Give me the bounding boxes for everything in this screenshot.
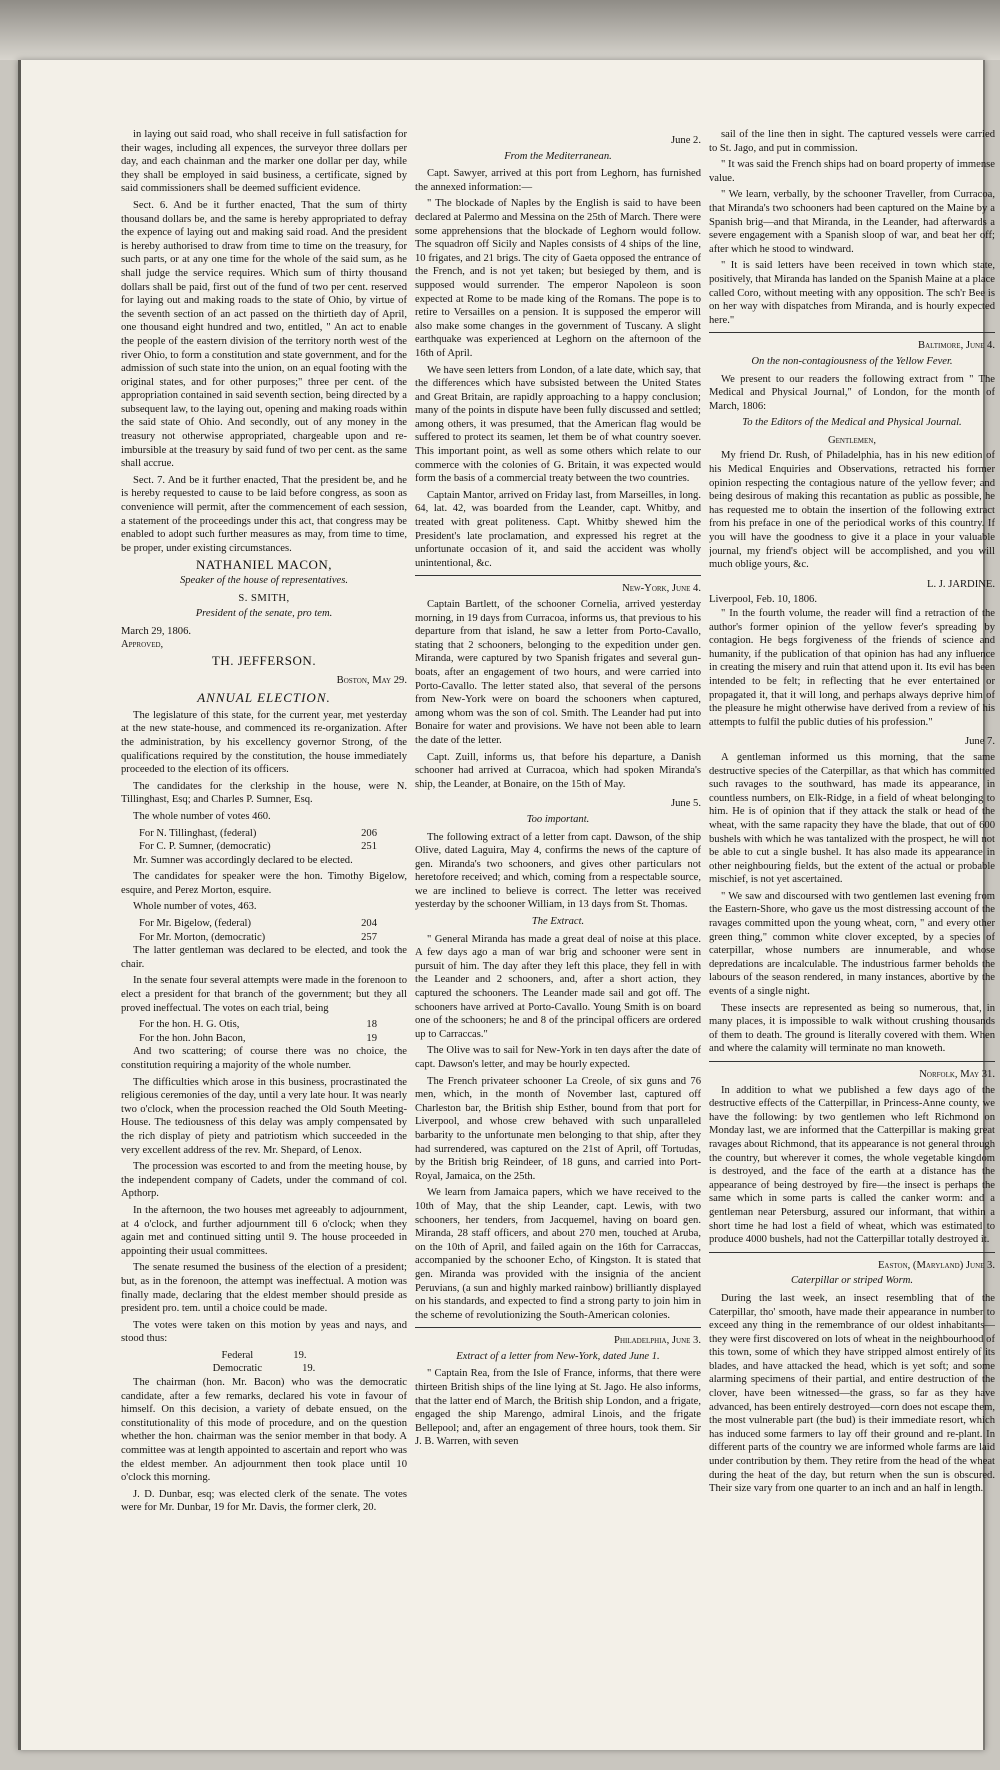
newspaper-page xyxy=(18,60,995,1750)
dateline-philadelphia: Philadelphia, June 3. xyxy=(614,1335,701,1347)
paragraph: Captain Mantor, arrived on Friday last, from Marseilles, in long. 64, lat. 42, was boarded from the Leander, capt. Whitby, and treated with great politeness. Capt. Whitby shewed him the President's late proclamation, and expressed his regret at the unfortunate occasion of it, and said the accident was wholly unintentional, &c. xyxy=(415,489,701,569)
article-heading: Too important. xyxy=(526,813,590,825)
dateline: June 7. xyxy=(964,736,995,748)
paragraph: The French privateer schooner La Creole, of six guns and 76 men, which, in the month of November last, captured off Charleston bar, the British ship Esther, bound from that port for Liverpool, and whose crew behaved with such unparalleled barbarity to the unfortunate men belonging to that ship, after they had surrendered, was captured on the 21st of April, off Tortudas, by the British brig Reindeer, of 18 guns, and carried into Port-Royal, Jamaica, on the 25th. xyxy=(415,1075,701,1182)
paragraph: Whole number of votes, 463. xyxy=(133,901,257,913)
vote-name: For Mr. Bigelow, (federal) xyxy=(139,918,251,930)
scan-background-top xyxy=(0,0,1000,60)
vote-row xyxy=(121,1349,407,1363)
vote-count: 206 xyxy=(361,827,377,839)
paragraph: In the senate four several attempts were made in the forenoon to elect a president for that branch of the government; but they all proved ineffectual. The votes on each trial, being xyxy=(121,975,407,1014)
paragraph: Sect. 7. And be it further enacted, That the president be, and he is hereby requested to cause to be laid before congress, as soon as convenience will permit, after the commencement of each session, a statement of the proceedings under this act, that congress may be enabled to adopt such further measures as may, from time to time, be proper, under existing circumstances. xyxy=(121,474,407,554)
vote-count: 251 xyxy=(361,841,377,853)
vote-row xyxy=(121,931,407,945)
vote-count: 204 xyxy=(361,918,377,930)
vote-row xyxy=(121,1362,407,1376)
divider xyxy=(709,332,995,333)
divider xyxy=(415,1327,701,1328)
paragraph: The candidates for the clerkship in the house, were N. Tillinghast, Esq; and Charles P. Sumner, Esq. xyxy=(121,780,407,806)
paragraph: sail of the line then in sight. The captured vessels were carried to St. Jago, and put in commission. xyxy=(709,129,995,154)
paragraph: Sect. 6. And be it further enacted, That the sum of thirty thousand dollars be, and the same is hereby appropriated to defray the expence of laying out and making said road. And the president is hereby authorised to draw from time to time on the treasury, for such parts, or at any one time for the whole of the said sum, as he shall judge the service requires. Which sum of thirty thousand dollars shall be paid, first out of the fund of two per cent. reserved for laying out and making roads to the state of Ohio, by virtue of the seventh section of an act passed on the thirtieth day of April, one thousand eight hundred and two, entitled, " An act to enable the people of the eastern division of the territory north west of the river Ohio, to form a constitution and state government, and for the admission of such state into the union, on an equal footing with the original states, and for other purposes;" three per cent. of the appropriation contained in said seventh section, being directed by a subsequent law, to the laying out, opening and making roads within the said state of Ohio. And secondly, out of any money in the treasury not otherwise appropriated, chargeable upon and re-imbursible at the treasury by said fund of two per cent. as the same shall accrue. xyxy=(121,199,407,470)
paragraph: We have seen letters from London, of a late date, which say, that the differences which have subsisted between the United States and Great Britain, are rapidly approaching to a happy conclusion; many of the points in dispute have been fully discussed and settled; among others, it was presumed, that the American flag would be suffered to protect its seamen, let them be of what country soever. This important point, as well as some others which relate to our commerce with the colonies of G. Britain, it was expected would form the basis of a commercial treaty between the two countries. xyxy=(415,364,701,485)
article-heading: Extract of a letter from New-York, dated June 1. xyxy=(456,1350,660,1362)
article-heading: Caterpillar or striped Worm. xyxy=(790,1275,914,1287)
paragraph: Capt. Sawyer, arrived at this port from Leghorn, has furnished the annexed information:— xyxy=(415,168,701,193)
divider xyxy=(709,1252,995,1253)
column-2 xyxy=(415,128,701,1728)
vote-name: For the hon. H. G. Otis, xyxy=(139,1019,240,1031)
dateline-boston: Boston, May 29. xyxy=(336,674,407,686)
approved-label: Approved, xyxy=(121,639,164,651)
letter-date: Liverpool, Feb. 10, 1806. xyxy=(709,594,817,606)
paragraph: " In the fourth volume, the reader will find a retraction of the author's former opinion of the yellow fever's spreading by contagion. He begs forgiveness of the friends of science and humanity, if the publication of that opinion has had any influence in creating the misery and ruin that attend upon it. Its evil has been intended to be felt; in reflecting that he ever entertained or propagated it, that it will long, and perhaps always deprive him of the pleasure he might otherwise have derived from a review of his attempts to fulfil the public duties of his profession." xyxy=(709,608,995,728)
paragraph: We present to our readers the following extract from " The Medical and Physical Journal," of London, for the month of March, 1806: xyxy=(709,373,995,412)
paragraph: And two scattering; of course there was no choice, the constitution requiring a majority of the whole number. xyxy=(121,1046,407,1071)
vote-count: 257 xyxy=(361,931,377,943)
dateline-baltimore: Baltimore, June 4. xyxy=(918,340,995,352)
paragraph: The senate resumed the business of the election of a president; but, as in the forenoon, the attempt was ineffectual. A motion was finally made, declaring that the eldest member should preside as president pro. tem. until a choice could be made. xyxy=(121,1262,407,1315)
vote-count: 19. xyxy=(302,1363,316,1375)
paragraph: The Olive was to sail for New-York in ten days after the date of capt. Dawson's letter, and may be hourly expected. xyxy=(415,1045,701,1070)
signature-macon: NATHANIEL MACON, xyxy=(195,557,333,573)
vote-row xyxy=(121,827,407,841)
paragraph: " General Miranda has made a great deal of noise at this place. A few days ago a man of war brig and schooner were sent in pursuit of him. The day after they left this place, they fell in with the Leander and 2 schooners, and, after a short action, they captured the schooners. The Leander made sail and got off. The schooners have arrived at Porto-Cavallo. Young Smith is on board one of the schooners; he and 8 of the principal officers are ordered up to Carraccas." xyxy=(415,933,701,1040)
paragraph: The following extract of a letter from capt. Dawson, of the ship Olive, dated Laguira, May 4, confirms the news of the capture of gen. Miranda's two schooners, and gives other particulars not heretofore received; and which, coming from a respectable source, we are inclined to believe is correct. The letter was received yesterday by the schooner William, in 13 days from St. Thomas. xyxy=(415,831,701,911)
paragraph: Captain Bartlett, of the schooner Cornelia, arrived yesterday morning, in 19 days from Curracoa, informs us, that previous to his departure from that island, he saw a letter from Porto-Cavallo, stating that 2 schooners, belonging to the expedition under gen. Miranda, were captured by two Spanish frigates and several gun-boats, after an engagement of two hours, and were carried into Porto-Cavallo. The letter stated also, that several of the persons from New-York were on board the schooners when captured, among whom was the son of col. Smith. The Leander had put into Bonaire for water and provisions. We have not been able to learn the date of the letter. xyxy=(415,599,701,746)
vote-name: Federal xyxy=(221,1349,254,1361)
dateline-norfolk: Norfolk, May 31. xyxy=(919,1069,995,1080)
paragraph: " It is said letters have been received in town which state, positively, that Miranda has landed on the Spanish Maine at a place called Coro, without meeting with any opposition. The sch'r Bee is on her way with dispatches from Miranda, and is hourly expected here." xyxy=(709,260,995,326)
column-1 xyxy=(121,128,407,1728)
paragraph: These insects are represented as being so numerous, that, in many places, it is impossible to walk without crushing thousands of them to death. The ground is literally covered with them. When and where the calamity will terminate no man knoweth. xyxy=(709,1002,995,1055)
paragraph: We learn from Jamaica papers, which we have received to the 10th of May, that the ship Leander, capt. Lewis, with two schooners, her tenders, from Jacquemel, having on board gen. Miranda, 28 staff officers, and about 270 men, touched at Aruba, on the 10th of April, and failed again on the 16th for Carraccas, accompanied by the schooner Echo, of Kingston. It is stated that gen. Miranda was provided with the insignia of the ancient Peruvians, (a sun and highly marked rainbow) brilliantly displayed on his standards, and expected to find a strong party to join him in the scheme of revolutionizing the South-American colonies. xyxy=(415,1187,701,1321)
paragraph: In the afternoon, the two houses met agreeably to adjournment, at 4 o'clock, and further adjournment till 6 o'clock; when they again met and continued sitting until 9. The house proceeded in appointing their usual committees. xyxy=(121,1204,407,1257)
paragraph: The legislature of this state, for the current year, met yesterday at the new state-house, and commenced its re-organization. After the administration, by his excellency governor Strong, of the qualifications required by the constitution, the house immediately proceeded to the election of its officers. xyxy=(121,709,407,776)
paragraph: The whole number of votes 460. xyxy=(133,810,271,822)
paragraph: The difficulties which arose in this business, procrastinated the religious ceremonies of the day, until a very late hour. It was nearly two o'clock, when the procession reached the Old South Meeting-House. The tediousness of this delay was amply compensated by the rich display of piety and patriotism which succeeded in the very excellent address of the rev. Mr. Shepard, of Lenox. xyxy=(121,1076,407,1156)
divider xyxy=(415,575,701,576)
paragraph: in laying out said road, who shall receive in full satisfaction for their wages, including all expences, the surveyor three dollars per day, and each chainman and the marker one dollar per day, while they shall be employed in said business, a certificate, signed by said commissioners shall be deemed sufficient evidence. xyxy=(121,129,407,195)
signature-title: President of the senate, pro tem. xyxy=(195,608,333,620)
dateline-easton: Easton, (Maryland) June 3. xyxy=(877,1259,995,1271)
paragraph: " The blockade of Naples by the English is said to have been declared at Palermo and Messina on the 25th of March. There were some apprehensions that the blockade of Leghorn would follow. The squadron off Sicily and Naples consists of 4 ships of the line, 10 frigates, and 21 brigs. The city of Gaeta opposed the entrance of the French, and is not yet taken; but besieged by them, and is supposed would surrender. The emperor Napoleon is soon expected at Rome to be made king of the Romans. The pope is to retire to Versailles on a pension. It is supposed the emperor will also make some changes in the government of Tuscany. A slight earthquake was experienced at Leghorn on the afternoon of the 16th of April. xyxy=(415,198,701,359)
article-heading: On the non-contagiousness of the Yellow Fever. xyxy=(751,355,953,367)
article-heading: To the Editors of the Medical and Physical Journal. xyxy=(742,417,962,429)
paragraph: " We learn, verbally, by the schooner Traveller, from Curracoa, that Miranda's two schooners had been captured on the Maine by a Spanish brig—and that Miranda, in the Leander, had afterwards a severe engagement with a Spanish sloop of war, and beat her off; after which he stood to windward. xyxy=(709,189,995,255)
vote-count: 19. xyxy=(293,1349,307,1361)
vote-row xyxy=(121,840,407,854)
vote-name: For the hon. John Bacon, xyxy=(139,1032,246,1044)
act-date: March 29, 1806. xyxy=(121,625,192,637)
paragraph: The chairman (hon. Mr. Bacon) who was the democratic candidate, after a few remarks, declared his vote in favour of himself. On this decision, a variety of debate ensued, on the constitutionality of this mode of procedure, and on the question whether the hon. chairman was the senior member in that body. A committee was at length appointed to ascertain and report who was the eldest member. An adjournment then took place until 10 o'clock this morning. xyxy=(121,1377,407,1484)
paragraph: The procession was escorted to and from the meeting house, by the independent company of Cadets, under the command of col. Apthorp. xyxy=(121,1161,407,1200)
paragraph: During the last week, an insect resembling that of the Caterpillar, tho' smooth, have made their appearance in number to exceed any thing in the remembrance of our oldest inhabitants—they were first discovered on lots of wheat in the neighbourhood of this town, some of which they have stripped almost entirely of its blades, and have attacked the head, which is yet soft; and some alarming specimens of their partial, and entire destruction of the clover, have been witnessed—the grass, so far as they have advanced, has been entirely destroyed—corn does not escape them, the most vulnerable part (the bud) is their immediate resort, which has induced some farmers to lay off their ground and re-plant. In different parts of the country we are informed whole farms are laid under contribution by them. They retire from the head of the wheat during the heat of the day, but return when the sun is obscured. Their size vary from one quarter to an inch and an half in length. xyxy=(709,1292,995,1495)
vote-row xyxy=(121,917,407,931)
vote-name: For N. Tillinghast, (federal) xyxy=(139,827,257,839)
vote-row xyxy=(121,1018,407,1032)
divider xyxy=(709,1061,995,1062)
signature-jardine: L. J. JARDINE. xyxy=(927,578,995,590)
paragraph: My friend Dr. Rush, of Philadelphia, has in his new edition of his Medical Enquiries and Observations, retracted his former opinion respecting the contagious nature of the yellow fever; and being desirous of making this recantation as public as possible, he has requested me to obtain the insertion of the following extract from his preface in one of the periodical works of this country. If you will have the goodness to give it a place in your valuable journal, my friend's object will be accomplished, and you will much oblige yours, &c. xyxy=(709,450,995,571)
paragraph: " It was said the French ships had on board property of immense value. xyxy=(709,159,995,184)
article-heading: The Extract. xyxy=(531,916,585,928)
column-3 xyxy=(709,128,995,1728)
signature-jefferson: TH. JEFFERSON. xyxy=(211,652,317,668)
paragraph: Capt. Zuill, informs us, that before his departure, a Danish schooner had arrived at Curracoa, which had spoken Miranda's ship, the Leander, at Bonaire, on the 15th of May. xyxy=(415,751,701,790)
paragraph: The candidates for speaker were the hon. Timothy Bigelow, esquire, and Perez Morton, esquire. xyxy=(121,871,407,896)
paragraph: " Captain Rea, from the Isle of France, informs, that there were thirteen British ships of the line lying at St. Jago. He also informs, that the latter end of March, the British ship London, and a frigate, engaged the ship Marengo, admiral Linois, and the frigate Bellepool; and, after an engagement of three hours, took them. Sir J. B. Warren, with seven xyxy=(415,1368,701,1448)
dateline: June 5. xyxy=(670,798,701,810)
paragraph: A gentleman informed us this morning, that the same destructive species of the Caterpillar, as that which has committed such ravages to the southward, has made its appearance, in countless numbers, on Elk-Ridge, in a field of wheat belonging to him. He is of opinion that if they attack the stalk or head of the wheat, with the same rapacity they have the blade, that out of 600 bushels with which he was tantalized with the prospect, he will not be able to cut a single bushel. It has also made its appearance in other neighbouring fields, but the extent of the actual or probable mischief, is not yet ascertained. xyxy=(709,751,995,886)
vote-name: For Mr. Morton, (democratic) xyxy=(139,931,266,943)
paragraph: The votes were taken on this motion by yeas and nays, and stood thus: xyxy=(121,1319,407,1345)
vote-name: For C. P. Sumner, (democratic) xyxy=(139,841,271,853)
vote-count: 19 xyxy=(366,1032,377,1044)
salutation: Gentlemen, xyxy=(827,434,876,446)
vote-count: 18 xyxy=(366,1019,377,1031)
paragraph: The latter gentleman was declared to be elected, and took the chair. xyxy=(121,945,407,970)
paragraph: " We saw and discoursed with two gentlemen last evening from the Eastern-Shore, who gave us the most distressing account of the ravages committed upon the young wheat, corn, " and every other green thing," common white clover excepted, by a species of caterpillar, whose numbers are innumerable, and whose depredations are incalculable. The industrious farmer beholds the labours of the season rendered, in many instances, abortive by the events of a single night. xyxy=(709,890,995,998)
signature-title: Speaker of the house of representatives. xyxy=(179,575,349,586)
paragraph: Mr. Sumner was accordingly declared to be elected. xyxy=(133,854,353,866)
article-heading: From the Mediterranean. xyxy=(504,150,612,162)
dateline: June 2. xyxy=(670,135,701,146)
dateline-new-york: New-York, June 4. xyxy=(622,583,701,595)
signature-smith: S. SMITH, xyxy=(238,592,290,604)
paragraph: In addition to what we published a few days ago of the destructive effects of the Catterpillar, in Princess-Anne county, we have the following: by two gentlemen who left Richmond on Monday last, we are informed that the Catterpillar is making great ravages about Richmond, that its appearance is not general through the country, but wherever it comes, the whole vegetable kingdom is destroyed, and the face of the earth at a distance has the appearance of being destroyed by fire—the insect is perhaps the same which in some parts is called the canker worm: and a gentleman near Petersburg, assured our informant, that within a short time he had lost a field of wheat, which was estimated to produce 4000 bushels, had not the Catterpillar totally destroyed it. xyxy=(709,1084,995,1246)
paragraph: J. D. Dunbar, esq; was elected clerk of the senate. The votes were for Mr. Dunbar, 19 for Mr. Davis, the former clerk, 20. xyxy=(121,1488,407,1514)
vote-row xyxy=(121,1032,407,1046)
section-heading: ANNUAL ELECTION. xyxy=(197,690,331,706)
vote-name: Democratic xyxy=(212,1363,263,1375)
